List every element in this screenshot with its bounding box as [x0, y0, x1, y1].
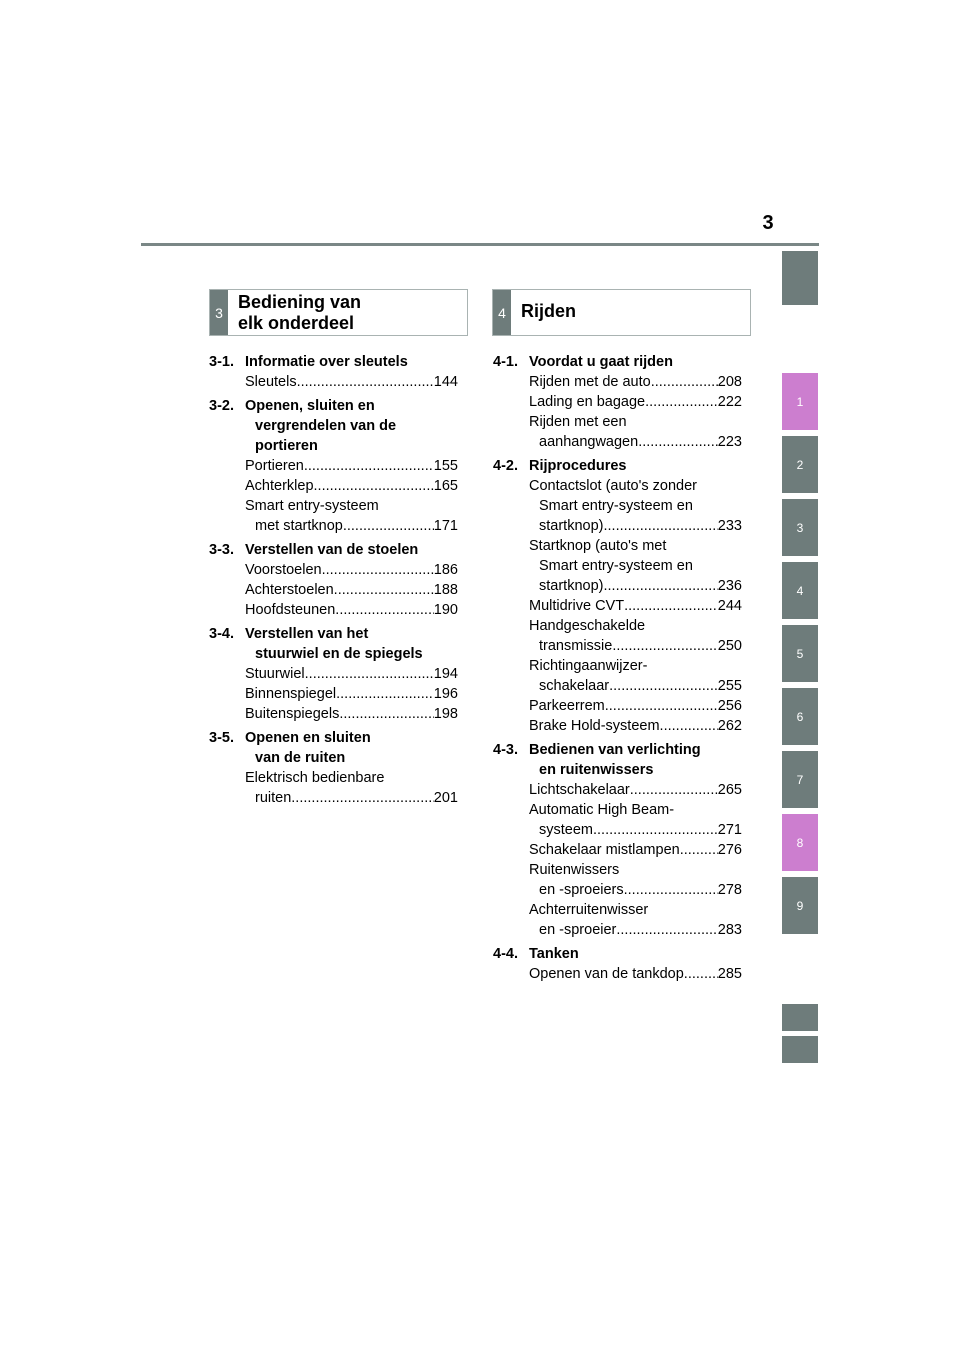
dot-leader: [314, 476, 434, 496]
section-number-badge: 4: [493, 290, 511, 335]
section-number-badge: 3: [210, 290, 228, 335]
toc-entry-page: 194: [433, 666, 458, 682]
toc-group-title: [245, 540, 458, 560]
toc-group-title-line: Bedienen van verlichting: [529, 742, 701, 758]
toc-entry-label: Ruitenwissers: [529, 862, 620, 878]
toc-group-title-line: portieren: [255, 438, 318, 454]
toc-entry[interactable]: [245, 456, 458, 476]
toc-group-title: [529, 456, 742, 476]
toc-group-number: 3-3.: [209, 542, 234, 558]
dot-leader: [343, 516, 434, 536]
toc-entry-label: Buitenspiegels: [245, 706, 340, 722]
toc-entry-page: 222: [717, 394, 742, 410]
toc-entry-page: 171: [433, 518, 458, 534]
toc-entry-label: Startknop (auto's met: [529, 538, 667, 554]
toc-entry-label: Stuurwiel: [245, 666, 305, 682]
toc-entry-label: en -sproeiers: [539, 882, 624, 898]
toc-entry-label: Richtingaanwijzer-: [529, 658, 648, 674]
toc-entry-label: Achterklep: [245, 478, 314, 494]
toc-entry[interactable]: [245, 496, 458, 536]
toc-entry[interactable]: [529, 656, 742, 696]
toc-group-title-line: Openen en sluiten: [245, 730, 371, 746]
toc-group-title-line: van de ruiten: [255, 750, 346, 766]
toc-group-number: 3-5.: [209, 730, 234, 746]
dot-leader: [612, 636, 717, 656]
toc-group-title-line: Tanken: [529, 946, 579, 962]
toc-entry-page: 165: [433, 478, 458, 494]
dot-leader: [297, 372, 434, 392]
section-header-4: [492, 289, 751, 336]
section-title-line: Rijden: [521, 301, 577, 321]
toc-group-title-line: Openen, sluiten en: [245, 398, 375, 414]
toc-entry-label: aanhangwagen: [539, 434, 639, 450]
toc-entry-label: Parkeerrem: [529, 698, 605, 714]
toc-entry[interactable]: [529, 536, 742, 596]
dot-leader: [624, 880, 718, 900]
toc-group: [209, 540, 458, 620]
toc-entry-page: 198: [433, 706, 458, 722]
toc-entry-label: Achterruitenwisser: [529, 902, 649, 918]
toc-entry-label: schakelaar: [539, 678, 610, 694]
toc-entry-label: Openen van de tankdop: [529, 966, 684, 982]
toc-entry-page: 144: [433, 374, 458, 390]
toc-entry[interactable]: [245, 600, 458, 620]
dot-leader: [336, 684, 434, 704]
toc-entry-label: startknop): [539, 518, 604, 534]
toc-entry-label: Elektrisch bedienbare: [245, 770, 385, 786]
section-title: [238, 292, 361, 334]
side-tab-6[interactable]: 6: [782, 688, 818, 745]
toc-entry-label: Automatic High Beam-: [529, 802, 675, 818]
toc-entry[interactable]: [529, 716, 742, 736]
toc-group: [493, 944, 742, 984]
toc-entry-label: Lichtschakelaar: [529, 782, 630, 798]
dot-leader: [291, 788, 434, 808]
toc-entry[interactable]: [245, 664, 458, 684]
toc-group: [209, 624, 458, 724]
toc-group-title-line: Verstellen van de stoelen: [245, 542, 419, 558]
toc-entry-page: 283: [717, 922, 742, 938]
toc-entry-label: Smart entry-systeem en: [539, 498, 693, 514]
dot-leader: [645, 392, 718, 412]
toc-entry-label: Hoofdsteunen: [245, 602, 336, 618]
toc-entry-label: Portieren: [245, 458, 304, 474]
toc-entry[interactable]: [245, 684, 458, 704]
side-tab-4[interactable]: 4: [782, 562, 818, 619]
dot-leader: [339, 704, 433, 724]
toc-entry-label: systeem: [539, 822, 593, 838]
toc-entry[interactable]: [245, 704, 458, 724]
toc-entry-label: Binnenspiegel: [245, 686, 337, 702]
toc-entry[interactable]: [529, 372, 742, 392]
dot-leader: [616, 920, 717, 940]
toc-entry-page: 255: [717, 678, 742, 694]
toc-entry[interactable]: [529, 476, 742, 536]
dot-leader: [638, 432, 718, 452]
toc-entry-label: Smart entry-systeem en: [539, 558, 693, 574]
toc-entry[interactable]: [245, 560, 458, 580]
toc-entry-label: Handgeschakelde: [529, 618, 646, 634]
top-divider: [141, 243, 819, 246]
toc-entry-label: Multidrive CVT: [529, 598, 625, 614]
page-number: 3: [762, 212, 774, 234]
toc-group-title: [245, 728, 458, 768]
side-tab-9[interactable]: 9: [782, 877, 818, 934]
toc-group-title: [245, 396, 458, 456]
toc-group-title-line: Rijprocedures: [529, 458, 627, 474]
toc-group-number: 3-1.: [209, 354, 234, 370]
section-title: [521, 301, 576, 322]
dot-leader: [605, 696, 718, 716]
toc-group-number: 3-4.: [209, 626, 234, 642]
toc-column-section-4: [493, 352, 742, 988]
toc-entry-page: 186: [433, 562, 458, 578]
toc-group-number: 4-3.: [493, 742, 518, 758]
dot-leader: [603, 576, 717, 596]
dot-leader: [603, 516, 717, 536]
toc-entry-page: 208: [717, 374, 742, 390]
toc-group-number: 4-1.: [493, 354, 518, 370]
dot-leader: [680, 840, 718, 860]
toc-entry-page: 155: [433, 458, 458, 474]
toc-group: [209, 396, 458, 536]
toc-entry-label: Schakelaar mistlampen: [529, 842, 680, 858]
toc-group-title: [529, 352, 742, 372]
toc-entry-label: Rijden met een: [529, 414, 627, 430]
toc-entry[interactable]: [245, 580, 458, 600]
toc-entry-page: 276: [717, 842, 742, 858]
toc-entry-page: 285: [717, 966, 742, 982]
toc-group: [209, 728, 458, 808]
dot-leader: [651, 372, 718, 392]
toc-group: [493, 456, 742, 736]
dot-leader: [334, 580, 434, 600]
toc-entry-page: 236: [717, 578, 742, 594]
toc-entry[interactable]: [529, 616, 742, 656]
side-tab-5[interactable]: 5: [782, 625, 818, 682]
toc-entry-label: Brake Hold-systeem: [529, 718, 660, 734]
side-tab-7[interactable]: 7: [782, 751, 818, 808]
toc-column-section-3: [209, 352, 458, 812]
toc-entry[interactable]: [529, 964, 742, 984]
dot-leader: [305, 664, 434, 684]
toc-group-title: [245, 624, 458, 664]
toc-group: [493, 352, 742, 452]
side-tab-1[interactable]: 1: [782, 373, 818, 430]
toc-entry-page: 262: [717, 718, 742, 734]
toc-entry-page: 233: [717, 518, 742, 534]
toc-group-number: 4-2.: [493, 458, 518, 474]
section-title-line: elk onderdeel: [238, 313, 355, 333]
toc-entry-page: 278: [717, 882, 742, 898]
toc-group-title-line: Voordat u gaat rijden: [529, 354, 673, 370]
toc-group-number: 4-4.: [493, 946, 518, 962]
side-tab-blank-top[interactable]: [782, 251, 818, 305]
dot-leader: [684, 964, 718, 984]
dot-leader: [660, 716, 718, 736]
toc-entry-label: Voorstoelen: [245, 562, 322, 578]
side-tab-blank-bottom-2[interactable]: [782, 1036, 818, 1063]
toc-entry[interactable]: [245, 372, 458, 392]
toc-entry-page: 271: [717, 822, 742, 838]
toc-entry-label: met startknop: [255, 518, 343, 534]
toc-entry-label: Sleutels: [245, 374, 297, 390]
toc-entry-page: 188: [433, 582, 458, 598]
dot-leader: [322, 560, 434, 580]
toc-entry[interactable]: [529, 860, 742, 900]
toc-entry[interactable]: [529, 412, 742, 452]
toc-group-title: [529, 740, 742, 780]
toc-entry-label: transmissie: [539, 638, 613, 654]
toc-entry[interactable]: [529, 596, 742, 616]
toc-entry-page: 190: [433, 602, 458, 618]
toc-group: [209, 352, 458, 392]
dot-leader: [624, 596, 718, 616]
toc-entry[interactable]: [529, 840, 742, 860]
toc-entry-label: Rijden met de auto: [529, 374, 651, 390]
toc-entry[interactable]: [529, 900, 742, 940]
toc-entry-page: 265: [717, 782, 742, 798]
toc-entry-page: 201: [433, 790, 458, 806]
toc-group-title: [245, 352, 458, 372]
toc-group-title-line: stuurwiel en de spiegels: [255, 646, 423, 662]
side-tab-blank-bottom-1[interactable]: [782, 1004, 818, 1031]
toc-entry-page: 250: [717, 638, 742, 654]
side-tab-2[interactable]: 2: [782, 436, 818, 493]
dot-leader: [304, 456, 434, 476]
toc-entry[interactable]: [529, 392, 742, 412]
toc-entry-label: Contactslot (auto's zonder: [529, 478, 697, 494]
toc-entry-page: 196: [433, 686, 458, 702]
toc-entry-page: 223: [717, 434, 742, 450]
toc-entry-label: Smart entry-systeem: [245, 498, 379, 514]
toc-group-title-line: vergrendelen van de: [255, 418, 397, 434]
toc-entry[interactable]: [245, 476, 458, 496]
toc-entry[interactable]: [245, 768, 458, 808]
toc-entry-label: Lading en bagage: [529, 394, 646, 410]
toc-entry-page: 256: [717, 698, 742, 714]
toc-entry-label: ruiten: [255, 790, 292, 806]
dot-leader: [335, 600, 434, 620]
toc-entry[interactable]: [529, 696, 742, 716]
toc-entry-page: 244: [717, 598, 742, 614]
section-header-3: [209, 289, 468, 336]
toc-group-title-line: Informatie over sleutels: [245, 354, 408, 370]
toc-entry-label: en -sproeier: [539, 922, 617, 938]
toc-group: [493, 740, 742, 940]
toc-entry[interactable]: [529, 780, 742, 800]
side-tab-3[interactable]: 3: [782, 499, 818, 556]
toc-entry-label: Achterstoelen: [245, 582, 334, 598]
side-tab-8[interactable]: 8: [782, 814, 818, 871]
toc-entry-label: startknop): [539, 578, 604, 594]
section-title-line: Bediening van: [238, 292, 362, 312]
toc-entry[interactable]: [529, 800, 742, 840]
dot-leader: [593, 820, 718, 840]
dot-leader: [630, 780, 718, 800]
toc-group-title-line: en ruitenwissers: [539, 762, 654, 778]
toc-group-title: [529, 944, 742, 964]
toc-group-title-line: Verstellen van het: [245, 626, 369, 642]
toc-group-number: 3-2.: [209, 398, 234, 414]
dot-leader: [609, 676, 718, 696]
